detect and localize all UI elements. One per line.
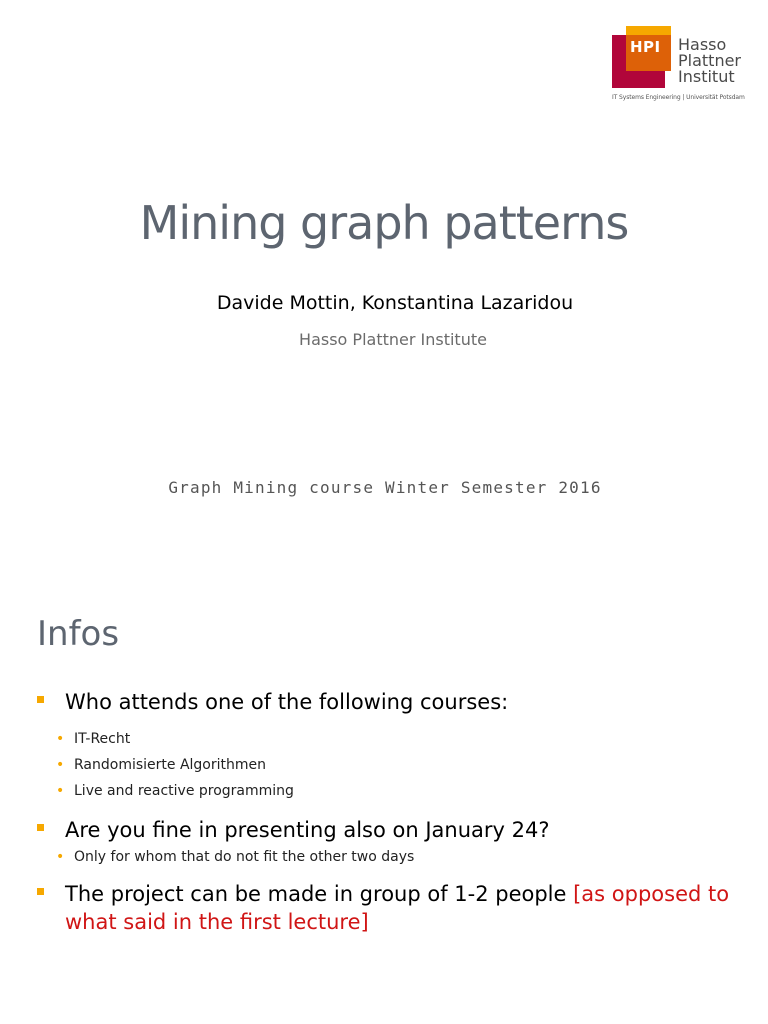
- square-bullet-icon: [37, 824, 44, 831]
- infos-slide: [0, 576, 768, 1024]
- slide-title: Mining graph patterns: [139, 196, 629, 250]
- dot-bullet-icon: •: [56, 731, 65, 747]
- logo-name-line-2: Plattner: [678, 51, 742, 70]
- institute: Hasso Plattner Institute: [299, 330, 487, 349]
- sub-list-item: [36, 726, 736, 752]
- list-item: [36, 816, 736, 844]
- sub-list-item: [36, 778, 736, 804]
- sub-list-item: [36, 752, 736, 778]
- logo-tagline: IT Systems Engineering | Universität Potsdam: [612, 94, 745, 101]
- authors: Davide Mottin, Konstantina Lazaridou: [216, 292, 574, 314]
- list-item-text: Are you fine in presenting also on January 24?: [65, 818, 550, 842]
- sub-list-item: [36, 844, 736, 870]
- sub-list-item-text: Live and reactive programming: [74, 783, 294, 799]
- list-item-text: The project can be made in group of 1-2 people: [65, 882, 574, 906]
- sub-list-item-text: Only for whom that do not fit the other two days: [74, 849, 415, 865]
- slide-heading: Infos: [37, 614, 120, 654]
- list-item-highlight: [as opposed to what said in the first lecture]: [65, 882, 730, 934]
- bullet-list: [36, 688, 736, 936]
- list-item: [36, 880, 736, 936]
- dot-bullet-icon: •: [56, 757, 65, 773]
- sub-list-item-text: Randomisierte Algorithmen: [74, 757, 267, 773]
- list-item-text: Who attends one of the following courses:: [65, 690, 509, 714]
- logo-name-line-3: Institut: [678, 67, 735, 86]
- list-item: [36, 688, 736, 716]
- square-bullet-icon: [37, 696, 44, 703]
- course-info: Graph Mining course Winter Semester 2016: [168, 478, 602, 497]
- sub-list-item-text: IT-Recht: [74, 731, 131, 747]
- logo-mark: HPI: [630, 38, 661, 56]
- logo-name-line-1: Hasso: [678, 35, 727, 54]
- square-bullet-icon: [37, 888, 44, 895]
- hpi-logo: [612, 26, 752, 106]
- dot-bullet-icon: •: [56, 849, 65, 865]
- dot-bullet-icon: •: [56, 783, 65, 799]
- logo-name: [678, 37, 741, 85]
